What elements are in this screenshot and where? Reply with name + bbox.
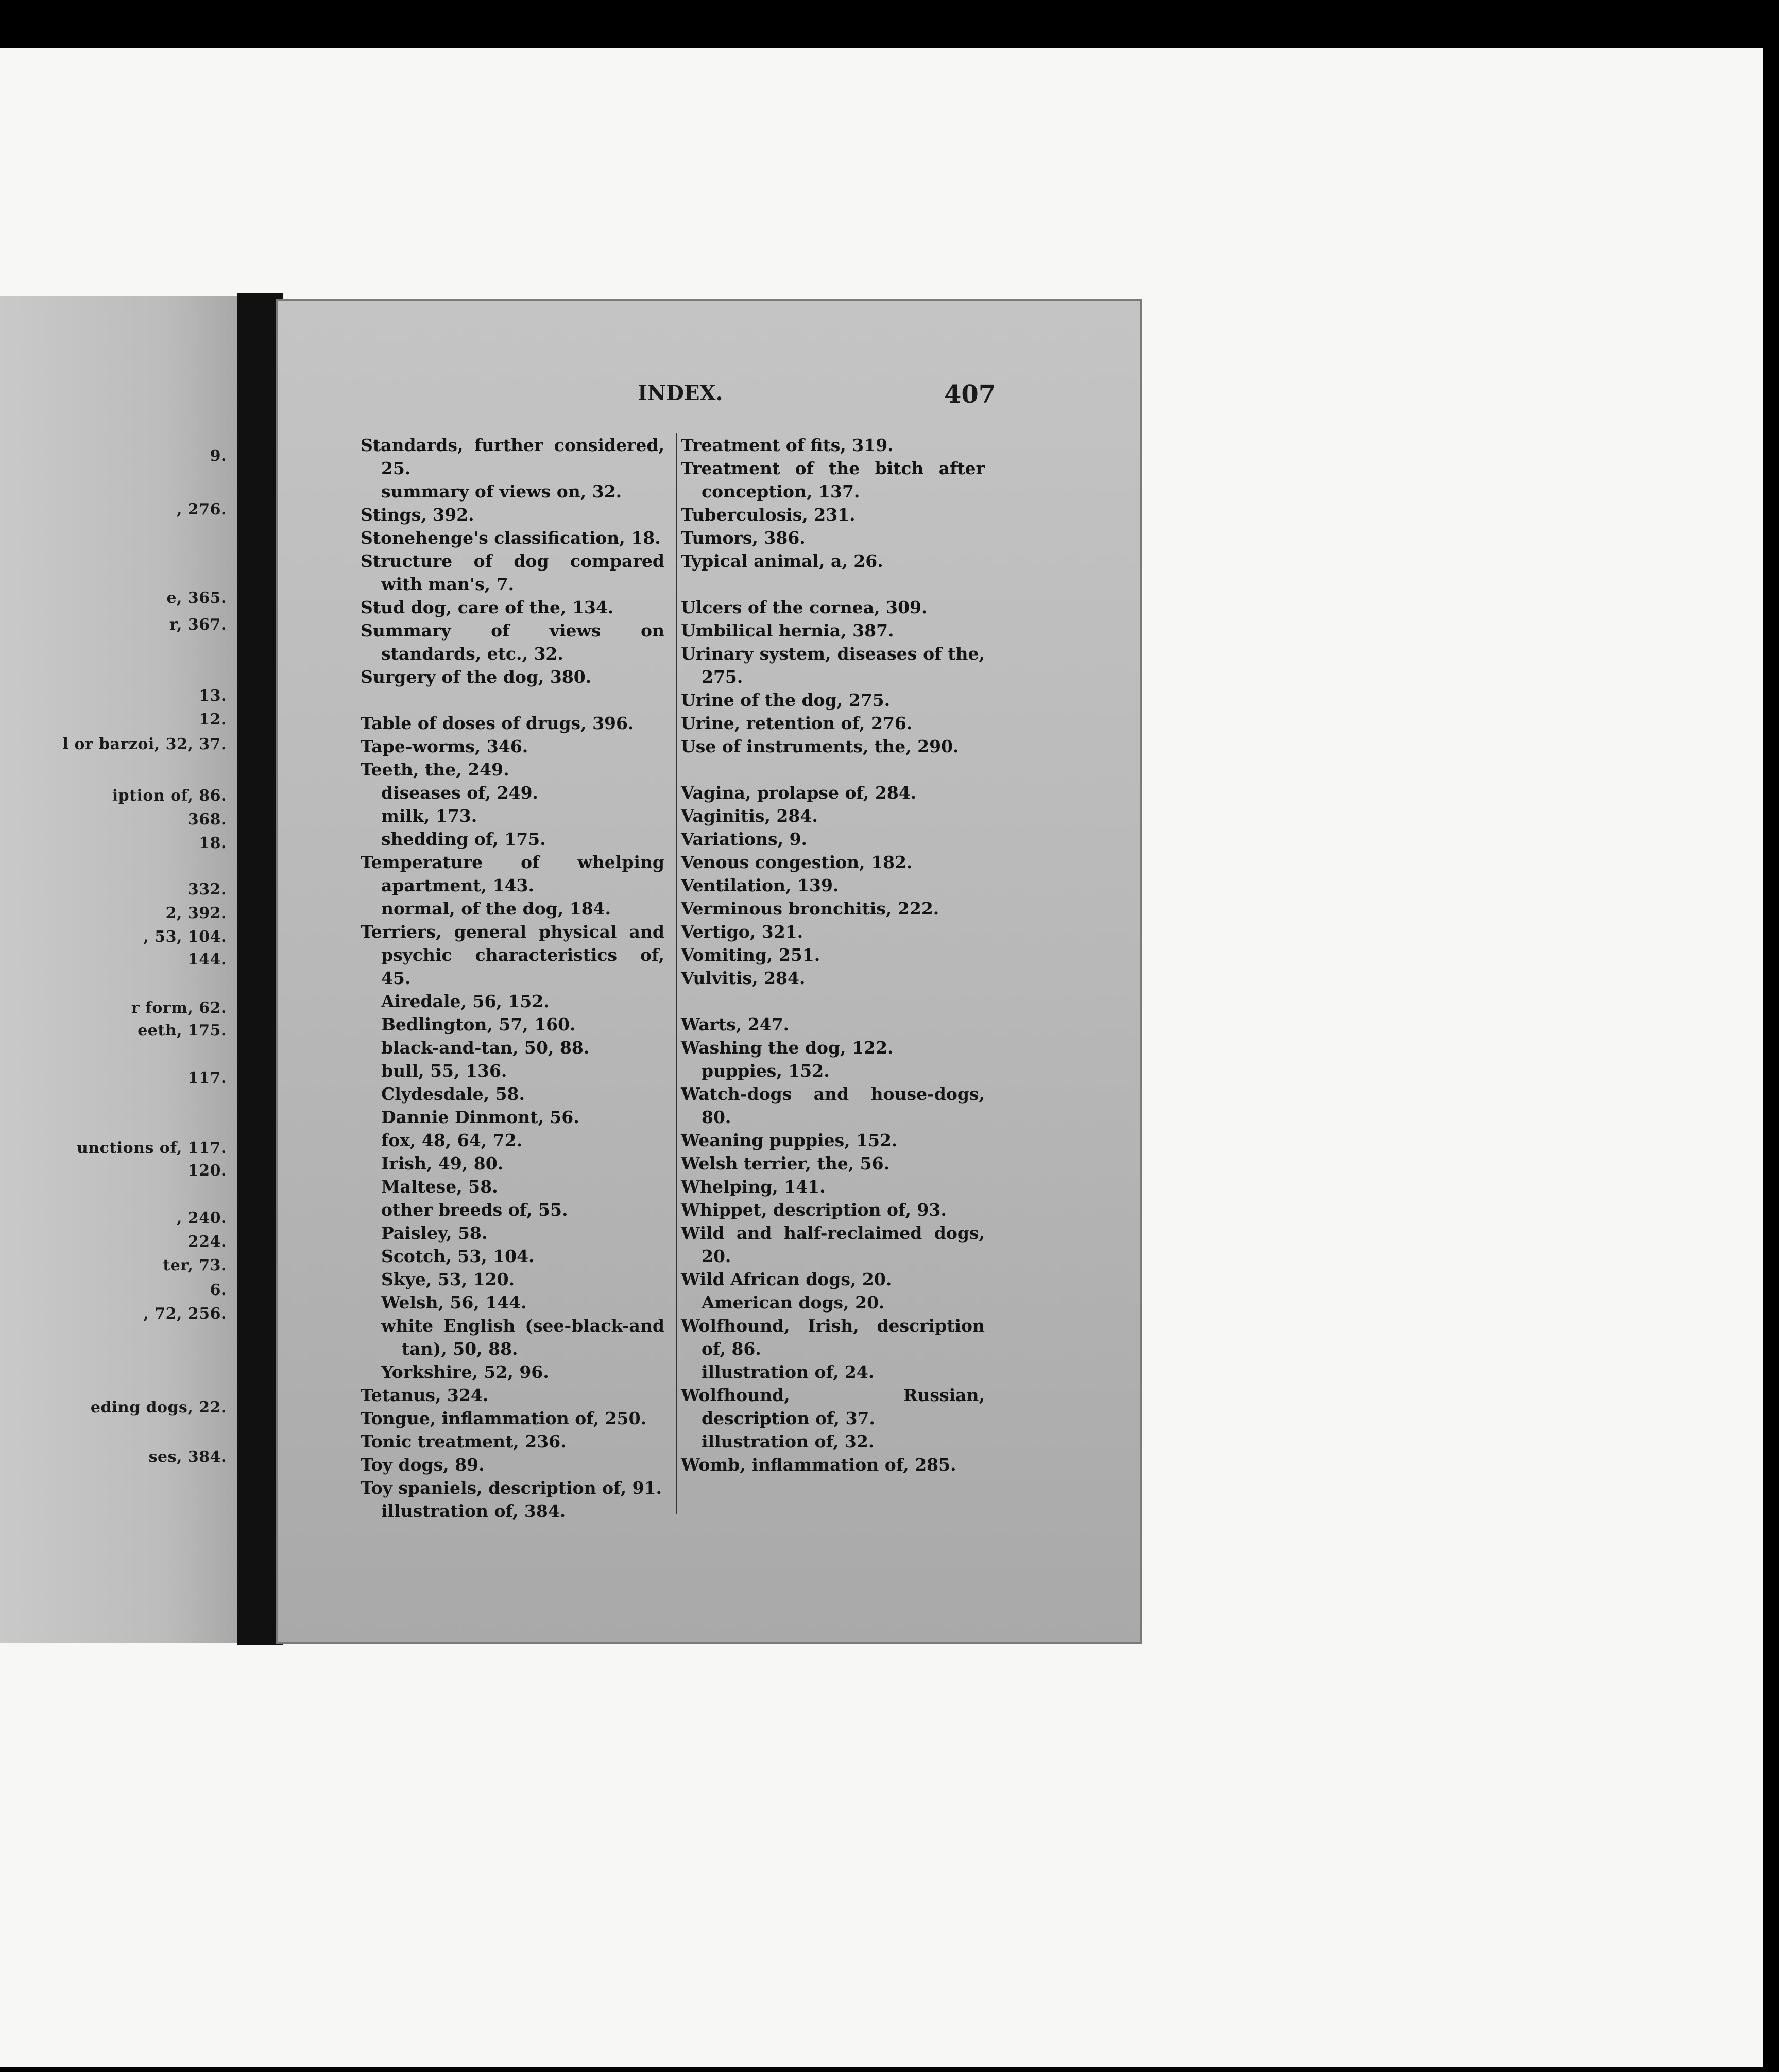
- index-entry: Urinary system, diseases of the, 275.: [681, 644, 985, 687]
- index-entry: Venous congestion, 182.: [681, 852, 913, 872]
- left-page-fragment: iption of, 86.: [112, 787, 227, 805]
- index-entry: Umbilical hernia, 387.: [681, 620, 894, 641]
- left-page: [0, 296, 241, 1643]
- index-entry: Washing the dog, 122.: [681, 1038, 894, 1058]
- index-subentry: white English (see-black-and tan), 50, 88.: [381, 1316, 664, 1359]
- index-subentry: other breeds of, 55.: [381, 1200, 568, 1220]
- index-entry: Tetanus, 324.: [361, 1385, 489, 1405]
- left-page-fragment: unctions of, 117.: [76, 1139, 227, 1157]
- left-page-fragment: , 240.: [177, 1209, 227, 1227]
- index-entry: Toy dogs, 89.: [361, 1455, 485, 1475]
- left-page-fragment: 117.: [187, 1069, 227, 1087]
- index-subentry: fox, 48, 64, 72.: [381, 1130, 523, 1150]
- left-page-fragment: 12.: [199, 711, 227, 729]
- index-entry: Tumors, 386.: [681, 528, 806, 548]
- index-entry: Vaginitis, 284.: [681, 806, 818, 826]
- index-entry: Whippet, description of, 93.: [681, 1200, 947, 1220]
- index-entry: Stud dog, care of the, 134.: [361, 597, 614, 617]
- section-gap: [681, 758, 985, 781]
- left-page-fragment: ter, 73.: [163, 1256, 227, 1274]
- index-subentry: Maltese, 58.: [381, 1177, 498, 1197]
- left-page-fragment: r form, 62.: [131, 999, 227, 1017]
- left-page-fragment: 224.: [187, 1233, 227, 1251]
- index-subentry: Paisley, 58.: [381, 1223, 488, 1243]
- index-entry: Stings, 392.: [361, 505, 474, 525]
- section-gap: [681, 573, 985, 596]
- index-subentry: Skye, 53, 120.: [381, 1269, 515, 1289]
- index-entry: Stonehenge's classification, 18.: [361, 528, 661, 548]
- index-entry: Whelping, 141.: [681, 1177, 826, 1197]
- index-entry: Surgery of the dog, 380.: [361, 667, 592, 687]
- left-page-fragment: 368.: [187, 810, 227, 828]
- left-page-fragment: , 276.: [177, 500, 227, 519]
- page-title: INDEX.: [638, 381, 723, 405]
- left-page-fragment: eeth, 175.: [138, 1022, 227, 1040]
- index-entry: Verminous bronchitis, 222.: [681, 899, 939, 919]
- index-entry: Table of doses of drugs, 396.: [361, 713, 634, 733]
- index-entry: Ulcers of the cornea, 309.: [681, 597, 928, 617]
- index-entry: Tonic treatment, 236.: [361, 1431, 567, 1452]
- index-subentry: American dogs, 20.: [702, 1292, 885, 1313]
- left-page-fragment: eding dogs, 22.: [90, 1398, 227, 1417]
- index-entry: Wild African dogs, 20.: [681, 1269, 892, 1289]
- index-subentry: puppies, 152.: [702, 1061, 830, 1081]
- index-subentry: Clydesdale, 58.: [381, 1084, 525, 1104]
- left-page-fragment: , 53, 104.: [143, 928, 227, 946]
- index-entry: Vomiting, 251.: [681, 945, 820, 965]
- index-entry: Vagina, prolapse of, 284.: [681, 783, 917, 803]
- index-entry: Wolfhound, Irish, description of, 86.: [681, 1316, 985, 1359]
- section-gap: [361, 688, 664, 712]
- left-page-fragment: 18.: [199, 834, 227, 852]
- left-page-fragment: 2, 392.: [165, 904, 227, 922]
- index-subentry: shedding of, 175.: [381, 829, 546, 849]
- index-entry: Treatment of fits, 319.: [681, 435, 894, 455]
- index-subentry: black-and-tan, 50, 88.: [381, 1038, 590, 1058]
- index-subentry: summary of views on, 32.: [381, 481, 622, 502]
- index-entry: Treatment of the bitch after conception, 137.: [681, 458, 985, 502]
- index-entry: Tape-worms, 346.: [361, 736, 528, 756]
- left-page-fragment: l or barzoi, 32, 37.: [62, 735, 227, 753]
- index-entry: Weaning puppies, 152.: [681, 1130, 898, 1150]
- index-entry: Vulvitis, 284.: [681, 968, 806, 988]
- index-subentry: Airedale, 56, 152.: [381, 991, 550, 1011]
- index-entry: Variations, 9.: [681, 829, 808, 849]
- left-page-fragment: e, 365.: [166, 589, 227, 607]
- index-column-right: [681, 434, 985, 1476]
- index-entry: Urine of the dog, 275.: [681, 690, 891, 710]
- index-subentry: milk, 173.: [381, 806, 477, 826]
- section-gap: [681, 990, 985, 1013]
- index-entry: Tuberculosis, 231.: [681, 505, 856, 525]
- index-entry: Toy spaniels, description of, 91.: [361, 1478, 662, 1498]
- left-page-fragment: 13.: [199, 687, 227, 705]
- left-page-fragment: 6.: [210, 1281, 227, 1299]
- index-entry: Urine, retention of, 276.: [681, 713, 913, 733]
- index-subentry: illustration of, 384.: [381, 1501, 566, 1521]
- left-page-fragment: 9.: [210, 447, 227, 465]
- index-entry: Tongue, inflammation of, 250.: [361, 1408, 647, 1428]
- index-entry: Warts, 247.: [681, 1014, 790, 1034]
- index-column-left: [361, 434, 664, 1523]
- left-page-fragment: ses, 384.: [148, 1448, 227, 1466]
- index-subentry: Bedlington, 57, 160.: [381, 1014, 576, 1034]
- index-subentry: illustration of, 32.: [702, 1431, 875, 1452]
- index-entry: Wolfhound, Russian, description of, 37.: [681, 1385, 985, 1428]
- index-subentry: illustration of, 24.: [702, 1362, 875, 1382]
- index-entry: Temperature of whelping apartment, 143.: [361, 852, 664, 895]
- page-number: 407: [944, 380, 996, 409]
- left-page-fragment: r, 367.: [169, 616, 227, 634]
- index-entry: Teeth, the, 249.: [361, 759, 509, 780]
- index-entry: Watch-dogs and house-dogs, 80.: [681, 1084, 985, 1127]
- index-subentry: Scotch, 53, 104.: [381, 1246, 535, 1266]
- index-entry: Womb, inflammation of, 285.: [681, 1455, 956, 1475]
- index-entry: Vertigo, 321.: [681, 922, 803, 942]
- index-entry: Wild and half-reclaimed dogs, 20.: [681, 1223, 985, 1266]
- left-page-fragment: 332.: [187, 880, 227, 899]
- index-entry: Use of instruments, the, 290.: [681, 736, 959, 756]
- left-page-fragment: 120.: [187, 1162, 227, 1180]
- index-subentry: bull, 55, 136.: [381, 1061, 507, 1081]
- index-subentry: normal, of the dog, 184.: [381, 899, 611, 919]
- index-entry: Summary of views on standards, etc., 32.: [361, 620, 664, 664]
- index-entry: Welsh terrier, the, 56.: [681, 1153, 890, 1173]
- index-entry: Structure of dog compared with man's, 7.: [361, 551, 664, 594]
- left-page-fragment: , 72, 256.: [143, 1305, 227, 1323]
- index-entry: Standards, further considered, 25.: [361, 435, 664, 478]
- index-entry: Terriers, general physical and psychic characteristics of, 45.: [361, 922, 664, 988]
- index-subentry: Irish, 49, 80.: [381, 1153, 504, 1173]
- index-subentry: Dannie Dinmont, 56.: [381, 1107, 579, 1127]
- index-subentry: Welsh, 56, 144.: [381, 1292, 527, 1313]
- index-subentry: Yorkshire, 52, 96.: [381, 1362, 549, 1382]
- left-page-fragment: 144.: [187, 951, 227, 969]
- index-entry: Typical animal, a, 26.: [681, 551, 883, 571]
- index-entry: Ventilation, 139.: [681, 875, 839, 895]
- index-subentry: diseases of, 249.: [381, 783, 539, 803]
- column-divider: [676, 433, 677, 1514]
